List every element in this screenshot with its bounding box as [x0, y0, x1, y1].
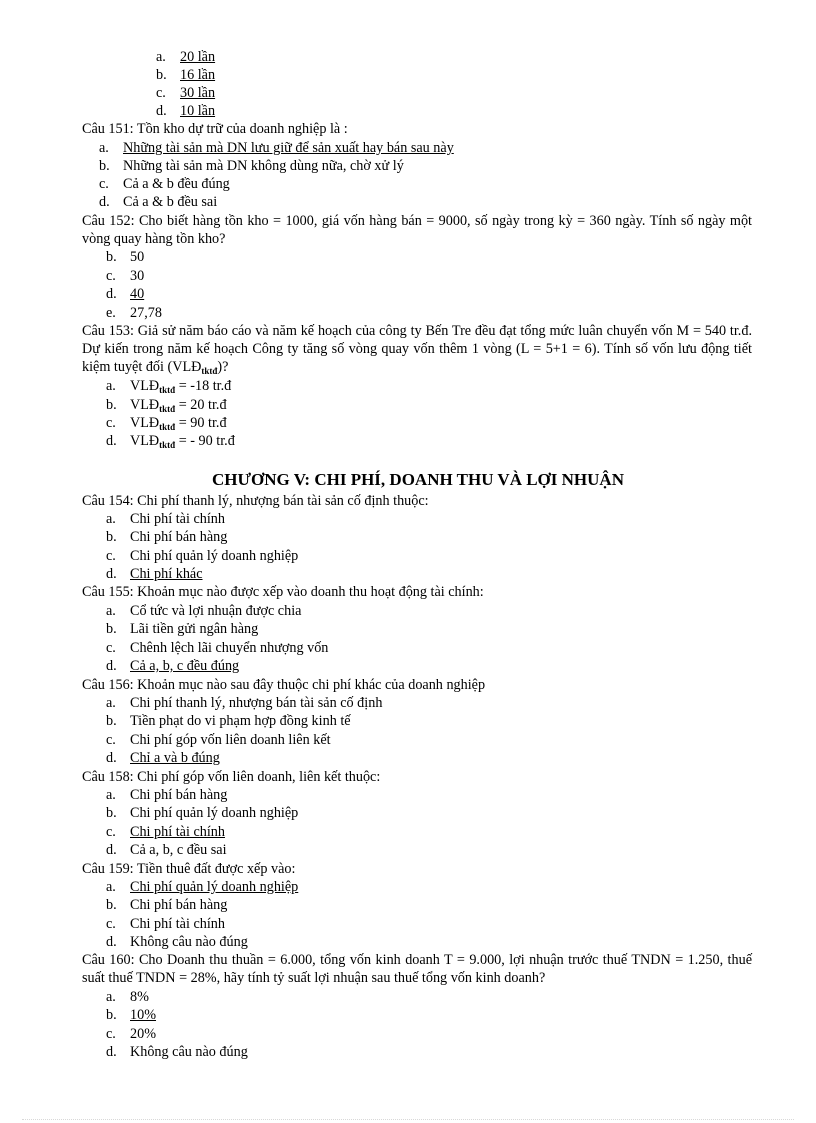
option-text: Chi phí quản lý doanh nghiệp — [130, 879, 299, 895]
option-text: $VLĐ_{tktđ} = 20$ tr.đ — [130, 397, 227, 414]
option-text: 20% — [130, 1026, 157, 1042]
option-letter: c. — [106, 916, 116, 932]
option-letter: b. — [106, 621, 117, 637]
option-text: Chi phí góp vốn liên doanh liên kết — [130, 732, 331, 748]
question-153 — [82, 322, 752, 380]
option-letter: d. — [106, 658, 117, 674]
option-text: $VLĐ_{tktđ}$ = - 90 tr.đ — [130, 433, 235, 450]
answer-option — [99, 193, 217, 211]
answer-option — [99, 157, 404, 175]
option-letter: b. — [156, 67, 167, 83]
option-text: Chi phí thanh lý, nhượng bán tài sản cố định — [130, 695, 383, 711]
option-letter: a. — [106, 695, 116, 711]
option-text: Chỉ a và b đúng — [130, 750, 220, 766]
option-text: Cả a & b đều đúng — [123, 176, 230, 192]
answer-option — [106, 248, 144, 266]
answer-option — [106, 1025, 156, 1043]
option-letter: b. — [106, 805, 117, 821]
option-text: 40 — [130, 286, 145, 302]
option-letter: d. — [106, 566, 117, 582]
option-text: Không câu nào đúng — [130, 1044, 248, 1060]
option-letter: d. — [106, 750, 117, 766]
option-letter: a. — [106, 787, 116, 803]
option-text: Chi phí quản lý doanh nghiệp — [130, 805, 299, 821]
option-letter: d. — [99, 194, 110, 210]
answer-option — [106, 878, 298, 896]
chapter-title: CHƯƠNG V: CHI PHÍ, DOANH THU VÀ LỢI NHUẬN — [212, 470, 624, 489]
option-text: $VLĐ_{tktđ} = 90$ tr.đ — [130, 415, 227, 432]
option-letter: b. — [106, 397, 117, 413]
question-154: Câu 154: Chi phí thanh lý, nhượng bán tài sản cố định thuộc: — [82, 493, 429, 509]
answer-option — [106, 510, 225, 528]
option-letter: c. — [106, 415, 116, 431]
option-text: $VLĐ_{tktđ} = -18$ tr.đ — [130, 378, 232, 395]
answer-option — [156, 102, 215, 120]
option-text: 16 lần — [180, 67, 216, 83]
option-letter: c. — [99, 176, 109, 192]
question-159: Câu 159: Tiền thuê đất được xếp vào: — [82, 861, 296, 877]
answer-option — [99, 139, 454, 157]
answer-option — [106, 1043, 248, 1061]
option-text: Tiền phạt do vi phạm hợp đồng kinh tế — [130, 713, 351, 729]
option-text: 10 lần — [180, 103, 216, 119]
answer-option — [106, 731, 331, 749]
question-151: Câu 151: Tồn kho dự trữ của doanh nghiệp là : — [82, 121, 348, 137]
question-158: Câu 158: Chi phí góp vốn liên doanh, liên kết thuộc: — [82, 769, 381, 785]
answer-option — [106, 620, 258, 638]
option-letter: d. — [156, 103, 167, 119]
option-letter: b. — [106, 897, 117, 913]
answer-option — [106, 432, 235, 454]
question-text: Câu 153: Giả sử năm báo cáo và năm kế hoạch của công ty Bến Tre đều đạt tổng mức luân chuyển vốn M = 540 tr.đ. Dự kiến trong năm kế hoạch Công ty tăng số vòng quay vốn thêm 1 vòng (L = 5+1 = 6). Tính số vốn lưu động tiết kiệm tuyệt đối (VLĐ — [82, 323, 752, 375]
answer-option — [99, 175, 230, 193]
option-letter: a. — [106, 511, 116, 527]
option-text: Chi phí tài chính — [130, 511, 225, 527]
option-text: Những tài sản mà DN lưu giữ để sản xuất hay bán sau này — [123, 140, 454, 156]
answer-option — [106, 749, 220, 767]
option-text: 8% — [130, 989, 149, 1005]
answer-option — [106, 304, 162, 322]
answer-option — [106, 712, 351, 730]
option-letter: c. — [106, 268, 116, 284]
option-letter: d. — [106, 286, 117, 302]
option-letter: d. — [106, 433, 117, 449]
option-letter: b. — [106, 713, 117, 729]
option-letter: d. — [106, 1044, 117, 1060]
question-155: Câu 155: Khoản mục nào được xếp vào doanh thu hoạt động tài chính: — [82, 584, 484, 600]
option-letter: a. — [99, 140, 109, 156]
answer-option — [106, 841, 227, 859]
question-tail: )? — [217, 359, 229, 375]
option-text: 27,78 — [130, 305, 162, 321]
question-156: Câu 156: Khoản mục nào sau đây thuộc chi phí khác của doanh nghiệp — [82, 677, 486, 693]
question-152: Câu 152: Cho biết hàng tồn kho = 1000, giá vốn hàng bán = 9000, số ngày trong kỳ = 360 ngày. Tính số ngày một vòng quay hàng tồn kho? — [82, 213, 752, 247]
option-text: 30 lần — [180, 85, 216, 101]
option-text: 10% — [130, 1007, 157, 1023]
answer-option — [156, 84, 215, 102]
option-text: 20 lần — [180, 49, 216, 65]
page-footer-rule — [22, 1119, 794, 1120]
option-letter: c. — [106, 732, 116, 748]
option-letter: c. — [156, 85, 166, 101]
answer-option — [106, 896, 227, 914]
answer-option — [106, 285, 144, 303]
option-text: 50 — [130, 249, 145, 265]
option-text: Chi phí bán hàng — [130, 897, 228, 913]
answer-option — [106, 786, 227, 804]
option-letter: e. — [106, 305, 116, 321]
option-letter: a. — [106, 378, 116, 394]
option-text: Không câu nào đúng — [130, 934, 248, 950]
option-text: 30 — [130, 268, 145, 284]
option-letter: a. — [106, 989, 116, 1005]
answer-option — [106, 565, 203, 583]
option-text: Chi phí quản lý doanh nghiệp — [130, 548, 299, 564]
option-letter: c. — [106, 548, 116, 564]
option-letter: c. — [106, 824, 116, 840]
option-text: Cổ tức và lợi nhuận được chia — [130, 603, 302, 619]
answer-option — [106, 933, 248, 951]
option-letter: b. — [106, 1007, 117, 1023]
answer-option — [106, 804, 298, 822]
answer-option — [106, 267, 144, 285]
answer-option — [106, 602, 301, 620]
option-text: Chi phí bán hàng — [130, 787, 228, 803]
answer-option — [106, 823, 225, 841]
option-text: Chi phí tài chính — [130, 824, 225, 840]
option-text: Những tài sản mà DN không dùng nữa, chờ xử lý — [123, 158, 404, 174]
option-text: Chênh lệch lãi chuyển nhượng vốn — [130, 640, 329, 656]
option-text: Cả a, b, c đều sai — [130, 842, 227, 858]
answer-option — [156, 66, 215, 84]
answer-option — [156, 48, 215, 66]
option-letter: c. — [106, 1026, 116, 1042]
option-letter: b. — [99, 158, 110, 174]
answer-option — [106, 988, 149, 1006]
answer-option — [106, 1006, 156, 1024]
option-text: Chi phí bán hàng — [130, 529, 228, 545]
answer-option — [106, 639, 328, 657]
option-text: Lãi tiền gửi ngân hàng — [130, 621, 259, 637]
question-160: Câu 160: Cho Doanh thu thuần = 6.000, tổng vốn kinh doanh T = 9.000, lợi nhuận trước thuế TNDN = 1.250, thuế suất thuế TNDN = 28%, hãy tính tỷ suất lợi nhuận sau thuế tổng vốn kinh doanh? — [82, 952, 752, 986]
subscript: tktđ — [201, 366, 218, 376]
option-text: Cả a & b đều sai — [123, 194, 218, 210]
option-text: Chi phí khác — [130, 566, 203, 582]
option-letter: d. — [106, 934, 117, 950]
option-letter: a. — [106, 879, 116, 895]
answer-option — [106, 528, 227, 546]
answer-option — [106, 694, 382, 712]
option-letter: c. — [106, 640, 116, 656]
option-letter: d. — [106, 842, 117, 858]
option-letter: a. — [106, 603, 116, 619]
answer-option — [106, 547, 298, 565]
option-letter: b. — [106, 249, 117, 265]
answer-option — [106, 915, 225, 933]
option-letter: b. — [106, 529, 117, 545]
option-letter: a. — [156, 49, 166, 65]
answer-option — [106, 657, 239, 675]
option-text: Cả a, b, c đều đúng — [130, 658, 240, 674]
option-text: Chi phí tài chính — [130, 916, 225, 932]
